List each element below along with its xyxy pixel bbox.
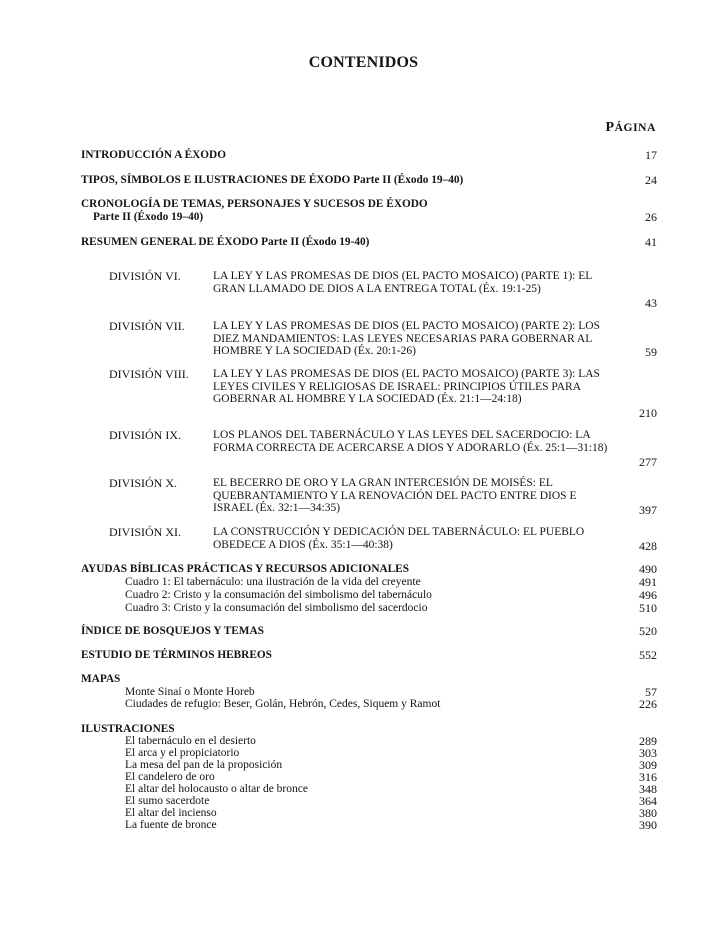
page-column-header-rest: ÁGINA bbox=[614, 122, 656, 134]
chart-item[interactable]: Cuadro 2: Cristo y la consumación del simbolismo del tabernáculo bbox=[125, 589, 432, 601]
toc-page-number: 491 bbox=[639, 575, 657, 589]
division-label: DIVISIÓN VIII. bbox=[109, 367, 189, 381]
division-title-text: LA CONSTRUCCIÓN Y DEDICACIÓN DEL TABERNÁCULO: EL PUEBLO OBEDECE A DIOS bbox=[213, 526, 585, 551]
illustration-item[interactable]: El arca y el propiciatorio bbox=[125, 747, 240, 759]
division-title[interactable] bbox=[213, 270, 613, 295]
division-title-text: LA LEY Y LAS PROMESAS DE DIOS (EL PACTO MOSAICO) (PARTE 3): LAS LEYES CIVILES Y RELIGIOSAS DE ISRAEL: PRINCIPIOS ÚTILES PARA GOBERNAR AL HOMBRE Y LA SOCIEDAD bbox=[213, 368, 600, 405]
chart-item[interactable]: Cuadro 1: El tabernáculo: una ilustración de la vida del creyente bbox=[125, 576, 421, 588]
toc-entry-estudio[interactable] bbox=[81, 648, 272, 662]
division-title[interactable] bbox=[213, 368, 613, 406]
toc-entry-indice[interactable] bbox=[81, 624, 264, 638]
toc-page-number: 289 bbox=[639, 734, 657, 748]
toc-entry-ilustraciones[interactable] bbox=[81, 722, 175, 736]
toc-page-number: 41 bbox=[645, 235, 657, 249]
division-reference: (Éx. 25:1—31:18) bbox=[523, 441, 608, 454]
toc-page-number: 309 bbox=[639, 758, 657, 772]
toc-page-number: 496 bbox=[639, 588, 657, 602]
toc-page-number: 552 bbox=[639, 648, 657, 662]
toc-entry-title: MAPAS bbox=[81, 673, 121, 685]
division-reference: (Éx. 32:1—34:35) bbox=[255, 502, 341, 514]
toc-entry-title: TIPOS, SÍMBOLOS E ILUSTRACIONES DE ÉXODO bbox=[81, 174, 351, 186]
illustration-item[interactable]: El sumo sacerdote bbox=[125, 795, 210, 807]
toc-page-number: 57 bbox=[645, 685, 657, 699]
map-item[interactable]: Ciudades de refugio: Beser, Golán, Hebrón, Cedes, Siquem y Ramot bbox=[125, 698, 441, 710]
division-title-text: LA LEY Y LAS PROMESAS DE DIOS (EL PACTO MOSAICO) (PARTE 1): EL GRAN LLAMADO DE DIOS A LA ENTREGA TOTAL bbox=[213, 270, 592, 295]
division-reference: (Éx. 19:1-25) bbox=[478, 282, 541, 295]
illustration-item[interactable]: El altar del incienso bbox=[125, 807, 217, 819]
toc-page-number: 490 bbox=[639, 562, 657, 576]
division-title-text: LA LEY Y LAS PROMESAS DE DIOS (EL PACTO MOSAICO) (PARTE 2): LOS DIEZ MANDAMIENTOS: LAS LEYES NECESARIAS PARA GOBERNAR AL HOMBRE Y LA SOCIEDAD bbox=[213, 320, 600, 357]
toc-page-number: 226 bbox=[639, 697, 657, 711]
toc-page-number: 390 bbox=[639, 818, 657, 832]
toc-page-number: 316 bbox=[639, 770, 657, 784]
toc-page-number: 510 bbox=[639, 601, 657, 615]
division-label: DIVISIÓN VI. bbox=[109, 269, 181, 283]
toc-entry-cronologia[interactable] bbox=[81, 197, 428, 211]
toc-page-number: 26 bbox=[645, 210, 657, 224]
page-column-header bbox=[606, 120, 657, 136]
toc-page-number: 277 bbox=[639, 455, 657, 469]
toc-page-number: 43 bbox=[645, 296, 657, 310]
toc-page-number: 397 bbox=[639, 503, 657, 517]
toc-entry-title: CRONOLOGÍA DE TEMAS, PERSONAJES Y SUCESOS DE ÉXODO bbox=[81, 198, 428, 210]
division-title-text: LOS PLANOS DEL TABERNÁCULO Y LAS LEYES DEL SACERDOCIO: LA FORMA CORRECTA DE ACERCARSE A DIOS Y ADORARLO bbox=[213, 429, 590, 454]
division-title[interactable] bbox=[213, 320, 613, 358]
illustration-item[interactable]: La fuente de bronce bbox=[125, 819, 217, 831]
illustration-item[interactable]: El tabernáculo en el desierto bbox=[125, 735, 256, 747]
page-column-header-initial: P bbox=[605, 120, 615, 135]
toc-entry-suffix: Parte II (Éxodo 19–40) bbox=[353, 174, 464, 186]
toc-page-number: 380 bbox=[639, 806, 657, 820]
toc-page-number: 59 bbox=[645, 345, 657, 359]
map-item[interactable]: Monte Sinaí o Monte Horeb bbox=[125, 686, 255, 698]
toc-entry-title: RESUMEN GENERAL DE ÉXODO bbox=[81, 236, 259, 248]
toc-entry-suffix: Parte II (Éxodo 19-40) bbox=[261, 236, 370, 248]
page-title: CONTENIDOS bbox=[308, 54, 419, 71]
division-reference: (Éx. 20:1-26) bbox=[354, 345, 416, 357]
toc-page-number: 210 bbox=[639, 406, 657, 420]
toc-entry-mapas[interactable] bbox=[81, 672, 120, 686]
division-reference: (Éx. 21:1—24:18) bbox=[437, 393, 522, 405]
toc-page-number: 17 bbox=[645, 148, 657, 162]
division-title[interactable] bbox=[213, 526, 613, 551]
division-reference: (Éx. 35:1—40:38) bbox=[308, 538, 393, 551]
toc-page-number: 303 bbox=[639, 746, 657, 760]
illustration-item[interactable]: El candelero de oro bbox=[125, 771, 215, 783]
toc-entry-cronologia-part: Parte II (Éxodo 19–40) bbox=[93, 211, 204, 223]
toc-page-number: 364 bbox=[639, 794, 657, 808]
toc-page-number: 520 bbox=[639, 624, 657, 638]
toc-entry-title: ESTUDIO DE TÉRMINOS HEBREOS bbox=[81, 649, 272, 661]
division-title[interactable] bbox=[213, 477, 613, 515]
toc-entry-tipos[interactable] bbox=[81, 173, 463, 187]
division-label: DIVISIÓN X. bbox=[109, 476, 177, 490]
illustration-item[interactable]: El altar del holocausto o altar de bronce bbox=[125, 783, 308, 795]
toc-page-number: 428 bbox=[639, 539, 657, 553]
chart-item[interactable]: Cuadro 3: Cristo y la consumación del simbolismo del sacerdocio bbox=[125, 602, 428, 614]
toc-entry-resumen[interactable] bbox=[81, 235, 369, 249]
division-title-text: EL BECERRO DE ORO Y LA GRAN INTERCESIÓN DE MOISÉS: EL QUEBRANTAMIENTO Y LA RENOVACIÓN DEL PACTO ENTRE DIOS E ISRAEL bbox=[213, 477, 577, 514]
toc-entry-ayudas[interactable] bbox=[81, 562, 409, 576]
toc-entry-introduccion[interactable] bbox=[81, 148, 226, 162]
toc-entry-title: ILUSTRACIONES bbox=[81, 723, 175, 735]
toc-entry-title: AYUDAS BÍBLICAS PRÁCTICAS Y RECURSOS ADICIONALES bbox=[81, 563, 410, 575]
toc-page-number: 24 bbox=[645, 173, 657, 187]
division-label: DIVISIÓN IX. bbox=[109, 428, 181, 442]
division-title[interactable] bbox=[213, 429, 613, 454]
illustration-item[interactable]: La mesa del pan de la proposición bbox=[125, 759, 283, 771]
division-label: DIVISIÓN XI. bbox=[109, 525, 181, 539]
toc-page-number: 348 bbox=[639, 782, 657, 796]
toc-entry-title: ÍNDICE DE BOSQUEJOS Y TEMAS bbox=[81, 625, 264, 637]
division-label: DIVISIÓN VII. bbox=[109, 319, 185, 333]
toc-entry-title: INTRODUCCIÓN A ÉXODO bbox=[81, 149, 226, 161]
